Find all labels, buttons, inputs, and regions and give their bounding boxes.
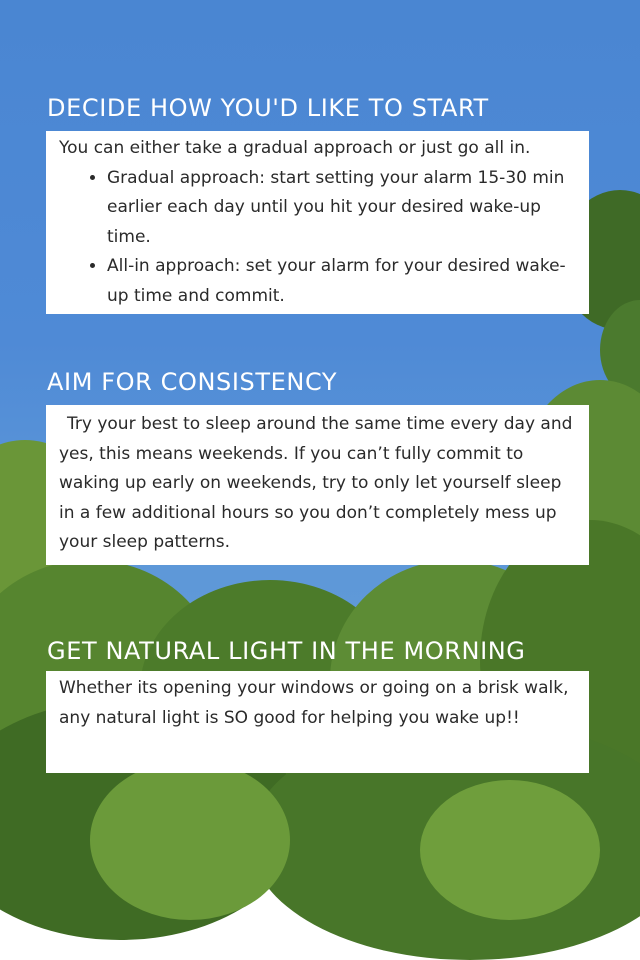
section-body-consistency: Try your best to sleep around the same time every day and yes, this means weekends. If you can’t fully commit to waking up early on weekends, try to only let yourself sleep in a few additional hours so you don’t completely mess up your sleep patterns. [59, 414, 573, 552]
section-heading-light: GET NATURAL LIGHT IN THE MORNING [47, 637, 526, 665]
section-heading-start: DECIDE HOW YOU'D LIKE TO START [47, 94, 489, 122]
section-body-light: Whether its opening your windows or going on a brisk walk, any natural light is SO good for helping you wake up!! [59, 678, 569, 728]
section-card-start [46, 131, 589, 314]
section-card-consistency [46, 405, 589, 565]
section-heading-consistency: AIM FOR CONSISTENCY [47, 368, 338, 396]
section-card-light [46, 671, 589, 773]
bullet-all-in: • All-in approach: set your alarm for your desired wake-up time and commit. [107, 252, 577, 311]
section-intro: You can either take a gradual approach or just go all in. [59, 138, 531, 158]
bullet-gradual: • Gradual approach: start setting your alarm 15-30 min earlier each day until you hit your desired wake-up time. [107, 164, 577, 253]
approach-list [59, 164, 577, 312]
